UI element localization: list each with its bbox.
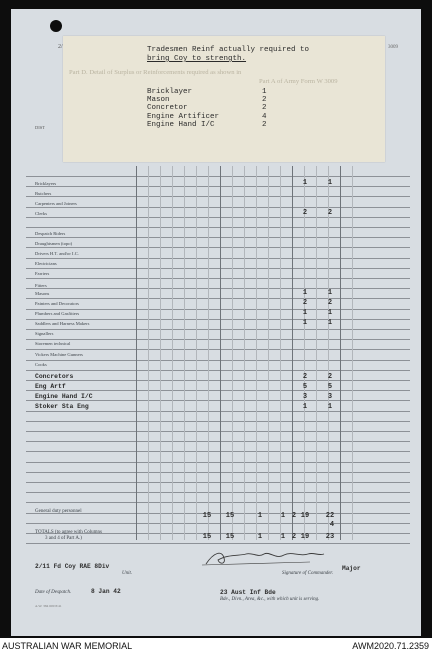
general-duty-value: 2 [291, 512, 297, 520]
table-column-rule [244, 166, 245, 540]
general-duty-value: 22 [325, 512, 335, 520]
table-row-label: Despatch Riders [35, 231, 66, 236]
totals-value: 19 [300, 533, 310, 541]
table-column-rule [232, 166, 233, 540]
table-row-label: Draughtsmen (topo) [35, 241, 73, 246]
table-cell-total: 2 [327, 209, 333, 217]
typed-row-total: 2 [327, 373, 333, 381]
table-cell-value: 2 [302, 209, 308, 217]
table-column-rule [256, 166, 257, 540]
table-row-label: Masons [35, 291, 50, 296]
general-duty-value: 1 [257, 512, 263, 520]
commander-signature [200, 548, 330, 568]
table-column-rule [316, 166, 317, 540]
table-column-rule [292, 166, 293, 540]
table-column-rule [184, 166, 185, 540]
table-cell-value: 2 [302, 299, 308, 307]
punch-hole [50, 20, 62, 32]
table-cell-value: 1 [302, 179, 308, 187]
table-row-label: Butchers [35, 191, 52, 196]
slip-item-trade: Mason [147, 96, 170, 105]
table-row-label: Electricians [35, 261, 57, 266]
unit-label: Unit. [122, 571, 133, 576]
slip-title-line1: Tradesmen Reinf actually required to [147, 46, 310, 54]
table-cell-total: 1 [327, 309, 333, 317]
table-column-rule [148, 166, 149, 540]
table-row-label: Cooks [35, 362, 47, 367]
table-row-rule [26, 543, 410, 544]
totals-label-line2: 3 and 4 of Part A.) [45, 536, 82, 541]
table-column-rule [304, 166, 305, 540]
table-column-rule [196, 166, 197, 540]
typed-row-label: Stoker Sta Eng [35, 403, 89, 410]
table-column-rule [160, 166, 161, 540]
header-left-fragment: 2/ [58, 44, 63, 50]
table-row-label: Carpenters and Joiners [35, 201, 77, 206]
totals-label-line1: TOTALS (to agree with Columns [35, 530, 102, 535]
slip-item-trade: Engine Hand I/C [147, 120, 215, 129]
table-cell-total: 1 [327, 179, 333, 187]
caption-accession-number: AWM2020.71.2359 [352, 641, 429, 651]
totals-value: 1 [257, 533, 263, 541]
trades-table-grid [26, 166, 410, 550]
table-row-label: Plumbers and Gasfitters [35, 311, 80, 316]
slip-title-line2: bring Coy to strength. [147, 55, 247, 63]
table-row-label: Painters and Decorators [35, 301, 79, 306]
table-row-label: Fitters [35, 283, 47, 288]
table-column-rule [352, 166, 353, 540]
dist-fragment: DIST [35, 125, 45, 130]
table-row-label: Saddlers and Harness Makers [35, 321, 90, 326]
slip-item-count: 1 [262, 88, 267, 96]
typed-row-label: Eng Artf [35, 383, 66, 390]
table-column-rule [340, 166, 341, 540]
brigade-label: Bde., Divn., Area, &c., with which unit is serving. [220, 597, 320, 602]
general-duty-value: 1 [280, 512, 286, 520]
table-cell-total: 1 [327, 319, 333, 327]
totals-value: 2 [291, 533, 297, 541]
table-column-rule [220, 166, 221, 540]
typed-row-value: 1 [302, 403, 308, 411]
table-cell-value: 1 [302, 289, 308, 297]
typed-row-total: 5 [327, 383, 333, 391]
table-row-label: Drivers H.T. and/or I.C. [35, 251, 79, 256]
table-column-rule [136, 166, 137, 540]
table-row-label: Bricklayers [35, 181, 57, 186]
general-duty-label: General duty personnel [35, 509, 82, 514]
slip-item-trade: Engine Artificer [147, 112, 220, 121]
general-duty-value: 15 [202, 512, 212, 520]
totals-value: 1 [280, 533, 286, 541]
slip-item-count: 2 [262, 104, 267, 113]
rank: Major [342, 565, 361, 572]
table-column-rule [172, 166, 173, 540]
table-row-label: Farriers [35, 271, 50, 276]
signature-label: Signature of Commander. [282, 571, 334, 576]
typed-row-total: 3 [327, 393, 333, 401]
slip-item-trade: Concretor [147, 104, 188, 113]
form-number-fragment: 3009 [388, 45, 398, 50]
table-cell-value: 1 [302, 319, 308, 327]
slip-item-count: 2 [262, 120, 267, 129]
table-column-rule [328, 166, 329, 540]
table-row-label: Clerks [35, 211, 47, 216]
slip-item-count: 4 [262, 112, 267, 121]
slip-ghost-text: Part D. Detail of Surplus or Reinforcements required as shown in [69, 69, 242, 76]
typed-row-label: Engine Hand I/C [35, 393, 93, 400]
totals-value: 15 [225, 533, 235, 541]
table-column-rule [280, 166, 281, 540]
date-of-despatch: 8 Jan 42 [91, 588, 121, 595]
caption-institution: AUSTRALIAN WAR MEMORIAL [2, 641, 133, 651]
table-cell-total: 1 [327, 289, 333, 297]
print-code: A.W. 384 600 8/41 [35, 604, 62, 608]
brigade-name: 23 Aust Inf Bde [220, 589, 276, 596]
unit-name: 2/11 Fd Coy RAE 8Div [35, 563, 110, 570]
table-cell-value: 1 [302, 309, 308, 317]
typed-row-label: Concretors [35, 373, 74, 380]
totals-value: 15 [202, 533, 212, 541]
typed-row-total: 1 [327, 403, 333, 411]
typed-row-value: 5 [302, 383, 308, 391]
table-row-label: Storemen technical [35, 341, 71, 346]
table-row-label: Signallers [35, 331, 54, 336]
slip-item-trade: Bricklayer [147, 88, 193, 96]
general-duty-value: 19 [300, 512, 310, 520]
general-duty-value: 15 [225, 512, 235, 520]
typed-row-value: 3 [302, 393, 308, 401]
general-duty-value: 4 [329, 521, 335, 529]
table-column-rule [268, 166, 269, 540]
slip-item-count: 2 [262, 96, 267, 105]
table-row-label: Vickers Machine Gunners [35, 352, 83, 357]
date-label: Date of Despatch. [35, 590, 72, 595]
attached-slip [63, 36, 385, 162]
typed-row-value: 2 [302, 373, 308, 381]
table-column-rule [208, 166, 209, 540]
slip-ghost-text-2: Part A of Army Form W 3009 [259, 78, 338, 85]
totals-value: 23 [325, 533, 335, 541]
table-cell-total: 2 [327, 299, 333, 307]
